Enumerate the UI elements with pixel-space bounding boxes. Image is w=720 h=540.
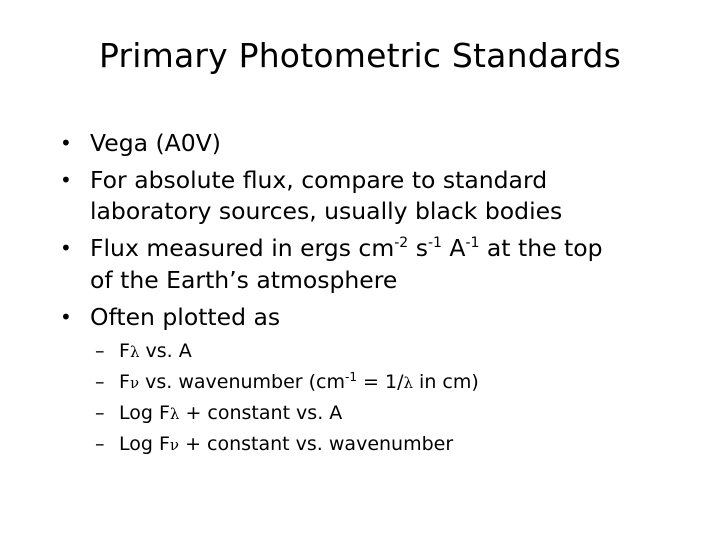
sub-item (95, 400, 343, 427)
bullet-text-b: s (408, 234, 428, 262)
bullet-continuation (90, 265, 710, 296)
bullet-dot: • (60, 236, 72, 260)
bullet-item-absolute-flux (60, 165, 710, 196)
bullet-text-d: at the top (479, 234, 603, 262)
sub-item (95, 338, 192, 365)
sub-text: = 1/ (356, 371, 404, 393)
bullet-text: laboratory sources, usually black bodies (90, 197, 563, 225)
bullet-text: For absolute flux, compare to standard (90, 166, 548, 194)
lambda-symbol: λ (129, 343, 140, 361)
dash-marker: – (95, 402, 105, 424)
lambda-symbol: λ (403, 374, 413, 392)
slide-title: Primary Photometric Standards (98, 36, 622, 75)
superscript: -1 (427, 235, 442, 251)
bullet-text: of the Earth’s atmosphere (90, 266, 398, 294)
sub-text: F (119, 371, 130, 393)
nu-symbol: ν (169, 436, 180, 454)
nu-symbol: ν (129, 374, 140, 392)
dash-marker: – (95, 371, 105, 393)
bullet-text: Often plotted as (90, 303, 281, 331)
sub-text: in cm) (413, 371, 479, 393)
sub-text: Log F (119, 402, 170, 424)
sub-text: F (119, 340, 130, 362)
superscript: -1 (465, 235, 480, 251)
sub-text: + constant vs. A (179, 402, 343, 424)
superscript: -1 (345, 370, 357, 384)
bullet-item-vega (60, 128, 710, 159)
sub-item (95, 431, 454, 458)
sub-text: Log F (119, 433, 170, 455)
bullet-item-flux-units (60, 233, 710, 264)
sub-text: + constant vs. wavenumber (179, 433, 454, 455)
bullet-text: Vega (A0V) (90, 129, 221, 157)
bullet-text-c: A (441, 234, 466, 262)
bullet-continuation (90, 196, 710, 227)
dash-marker: – (95, 340, 105, 362)
bullet-text-a: Flux measured in ergs cm (90, 234, 395, 262)
lambda-symbol: λ (169, 405, 180, 423)
bullet-dot: • (60, 168, 72, 192)
bullet-item-often-plotted (60, 302, 710, 333)
dash-marker: – (95, 433, 105, 455)
bullet-dot: • (60, 305, 72, 329)
sub-item (95, 369, 479, 396)
sub-text: vs. wavenumber (cm (139, 371, 346, 393)
sub-text: vs. A (139, 340, 192, 362)
bullet-dot: • (60, 131, 72, 155)
superscript: -2 (394, 235, 409, 251)
